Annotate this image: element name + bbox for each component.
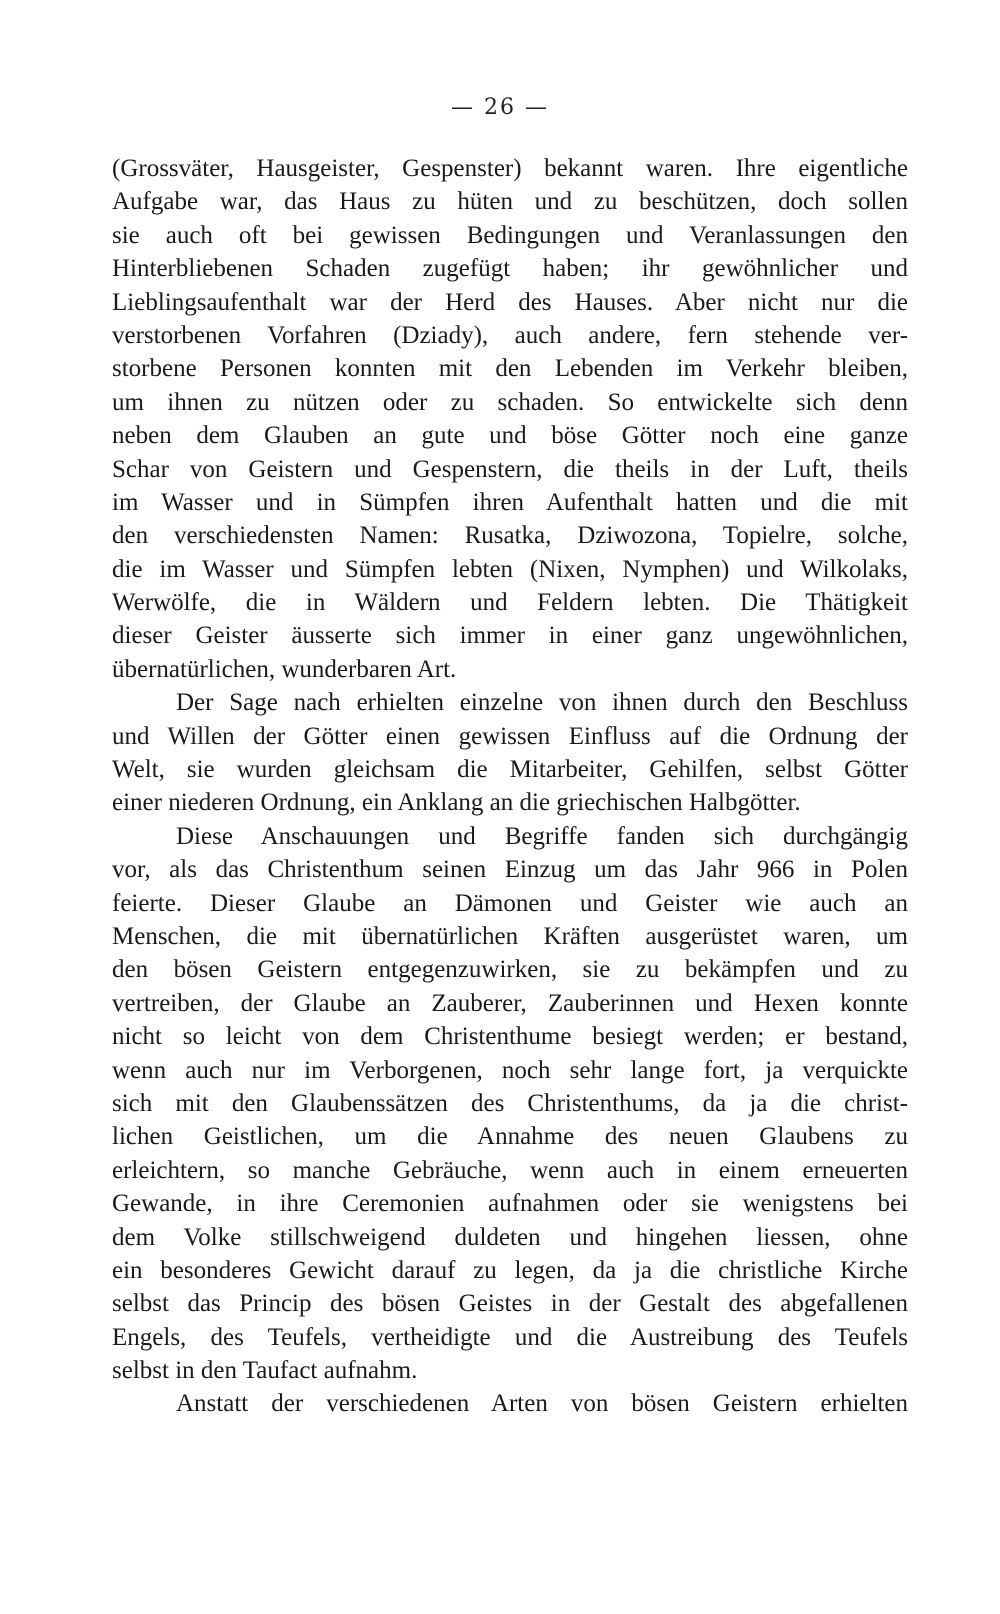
text-line: Diese Anschauungen und Begriffe fanden sich durchgängig	[176, 822, 908, 850]
text-line: die im Wasser und Sümpfen lebten (Nixen, Nymphen) und Wilkolaks,	[112, 555, 908, 583]
text-line: wenn auch nur im Verborgenen, noch sehr lange fort, ja verquickte	[112, 1056, 908, 1084]
text-line: den verschiedensten Namen: Rusatka, Dziwozona, Topielre, solche,	[112, 522, 908, 550]
text-line: erleichtern, so manche Gebräuche, wenn auch in einem erneuerten	[112, 1156, 908, 1184]
text-line: storbene Personen konnten mit den Lebenden im Verkehr bleiben,	[112, 355, 908, 383]
text-line: Der Sage nach erhielten einzelne von ihnen durch den Beschluss	[176, 689, 908, 717]
text-line: Hinterbliebenen Schaden zugefügt haben; ihr gewöhnlicher und	[112, 255, 908, 283]
text-line: lichen Geistlichen, um die Annahme des neuen Glaubens zu	[112, 1123, 908, 1151]
text-line: Welt, sie wurden gleichsam die Mitarbeiter, Gehilfen, selbst Götter	[112, 756, 908, 784]
text-line: nicht so leicht von dem Christenthume besiegt werden; er bestand,	[112, 1023, 908, 1051]
text-line: Lieblingsaufenthalt war der Herd des Hauses. Aber nicht nur die	[112, 288, 908, 316]
text-line: Aufgabe war, das Haus zu hüten und zu beschützen, doch sollen	[112, 188, 908, 216]
body-text	[112, 152, 908, 1421]
text-line: selbst in den Taufact aufnahm.	[112, 1357, 418, 1385]
text-line: im Wasser und in Sümpfen ihren Aufenthalt hatten und die mit	[112, 488, 908, 516]
text-line: Anstatt der verschiedenen Arten von bösen Geistern erhielten	[176, 1390, 908, 1418]
text-line: neben dem Glauben an gute und böse Götter noch eine ganze	[112, 422, 908, 450]
text-line: sich mit den Glaubenssätzen des Christenthums, da ja die christ-	[112, 1089, 908, 1117]
text-line: den bösen Geistern entgegenzuwirken, sie zu bekämpfen und zu	[112, 956, 908, 984]
text-line: feierte. Dieser Glaube an Dämonen und Geister wie auch an	[112, 889, 908, 917]
text-line: ein besonderes Gewicht darauf zu legen, da ja die christliche Kirche	[112, 1256, 908, 1284]
page-number: — 26 —	[451, 95, 549, 120]
text-line: vor, als das Christenthum seinen Einzug um das Jahr 966 in Polen	[112, 856, 908, 884]
text-line: dem Volke stillschweigend duldeten und hingehen liessen, ohne	[112, 1223, 908, 1251]
text-line: selbst das Princip des bösen Geistes in der Gestalt des abgefallenen	[112, 1290, 908, 1318]
text-line: übernatürlichen, wunderbaren Art.	[112, 655, 457, 683]
text-line: und Willen der Götter einen gewissen Einfluss auf die Ordnung der	[112, 722, 908, 750]
text-line: (Grossväter, Hausgeister, Gespenster) bekannt waren. Ihre eigentliche	[112, 155, 908, 182]
text-line: Menschen, die mit übernatürlichen Kräften ausgerüstet waren, um	[112, 922, 908, 950]
text-line: Engels, des Teufels, vertheidigte und die Austreibung des Teufels	[112, 1323, 908, 1351]
text-line: dieser Geister äusserte sich immer in einer ganz ungewöhnlichen,	[112, 622, 908, 650]
text-line: Werwölfe, die in Wäldern und Feldern lebten. Die Thätigkeit	[112, 589, 908, 617]
text-line: sie auch oft bei gewissen Bedingungen und Veranlassungen den	[112, 221, 908, 249]
text-line: verstorbenen Vorfahren (Dziady), auch andere, fern stehende ver-	[112, 321, 908, 349]
text-line: einer niederen Ordnung, ein Anklang an die griechischen Halbgötter.	[112, 789, 801, 817]
text-line: Schar von Geistern und Gespenstern, die theils in der Luft, theils	[112, 455, 908, 483]
text-line: um ihnen zu nützen oder zu schaden. So entwickelte sich denn	[112, 388, 908, 416]
text-line: Gewande, in ihre Ceremonien aufnahmen oder sie wenigstens bei	[112, 1190, 908, 1218]
text-line: vertreiben, der Glaube an Zauberer, Zauberinnen und Hexen konnte	[112, 989, 908, 1017]
